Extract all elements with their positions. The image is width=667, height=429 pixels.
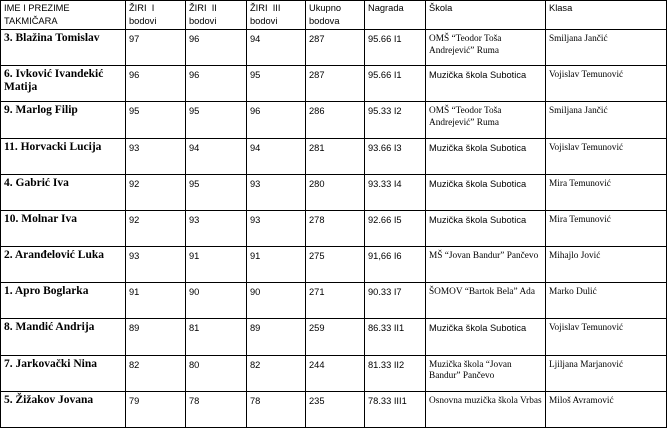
jury-3-score-cell (247, 355, 306, 391)
jury-2-score: 96 (189, 70, 200, 81)
award: 91,66 I6 (368, 251, 402, 262)
jury-2-score: 80 (189, 359, 200, 370)
total-score: 287 (309, 34, 325, 44)
jury-1-score: 92 (129, 214, 140, 225)
total-score-cell (306, 30, 365, 66)
competitor-name-cell (1, 210, 126, 246)
award-cell (365, 319, 426, 355)
jury-3-score-cell (247, 174, 306, 210)
jury-3-score: 78 (250, 395, 261, 406)
jury-3-score: 93 (250, 178, 261, 189)
competitor-name: 6. Ivković Ivandekić Matija (4, 68, 104, 94)
jury-1-score: 96 (129, 70, 140, 81)
school: MŠ “Jovan Bandur” Pančevo (429, 251, 539, 262)
jury-3-score: 90 (250, 287, 261, 298)
award: 90.33 I7 (368, 287, 402, 298)
jury-3-score-cell (247, 138, 306, 174)
jury-1-score-cell (126, 355, 186, 391)
klasa-cell (546, 319, 667, 355)
total-score: 235 (309, 395, 325, 406)
klasa-cell (546, 174, 667, 210)
school-cell (426, 30, 546, 66)
award: 81.33 II2 (368, 359, 405, 370)
jury-2-score: 78 (189, 395, 200, 406)
klasa-cell (546, 210, 667, 246)
award: 93.33 I4 (368, 178, 402, 189)
jury-1-score: 89 (129, 323, 140, 334)
award-cell (365, 66, 426, 102)
total-score: 280 (309, 178, 325, 189)
klasa: Smiljana Jančić (549, 34, 608, 44)
jury-1-score: 82 (129, 359, 140, 370)
school-cell (426, 319, 546, 355)
total-score-cell (306, 102, 365, 138)
klasa: Smiljana Jančić (549, 106, 608, 117)
klasa-cell (546, 247, 667, 283)
school-cell (426, 174, 546, 210)
klasa: Vojislav Temunović (549, 323, 624, 334)
award: 95.33 I2 (368, 106, 402, 117)
klasa: Ljiljana Marjanović (549, 359, 624, 370)
table-row (1, 319, 667, 355)
jury-1-score-cell (126, 391, 186, 427)
jury-1-score: 95 (129, 106, 140, 117)
klasa-cell (546, 355, 667, 391)
jury-2-score-cell (186, 247, 247, 283)
klasa-cell (546, 102, 667, 138)
total-score-cell (306, 210, 365, 246)
jury-2-score-cell (186, 102, 247, 138)
jury-3-score-cell (247, 247, 306, 283)
award: 95.66 I1 (368, 34, 402, 44)
competitor-name-cell (1, 66, 126, 102)
competitor-name: 7. Jarkovački Nina (4, 357, 97, 370)
school: Muzička škola Subotica (429, 178, 527, 189)
jury-1-score-cell (126, 66, 186, 102)
school-cell (426, 138, 546, 174)
competitor-name: 2. Aranđelović Luka (4, 249, 105, 262)
competitor-name-cell (1, 247, 126, 283)
header-klasa: Klasa (546, 1, 667, 30)
jury-1-score-cell (126, 30, 186, 66)
table-row (1, 138, 667, 174)
jury-1-score-cell (126, 247, 186, 283)
school-cell (426, 391, 546, 427)
school-cell (426, 283, 546, 319)
jury-3-score: 93 (250, 214, 261, 225)
total-score: 287 (309, 70, 325, 81)
award: 92.66 I5 (368, 214, 402, 225)
total-score-cell (306, 247, 365, 283)
competitor-name: 10. Molnar Iva (4, 212, 77, 225)
total-score-cell (306, 174, 365, 210)
jury-1-score-cell (126, 174, 186, 210)
jury-3-score-cell (247, 283, 306, 319)
jury-1-score-cell (126, 210, 186, 246)
jury-2-score: 94 (189, 142, 200, 153)
header-jury-1: ŽIRI I bodovi (126, 1, 186, 30)
competitor-name-cell (1, 30, 126, 66)
jury-2-score: 93 (189, 214, 200, 225)
competitor-name: 8. Mandić Andrija (4, 321, 95, 334)
klasa: Vojislav Temunović (549, 70, 624, 81)
school: Muzička škola Subotica (429, 214, 527, 225)
klasa-cell (546, 66, 667, 102)
jury-2-score: 90 (189, 287, 200, 298)
table-row (1, 247, 667, 283)
header-jury-3: ŽIRI III bodovi (247, 1, 306, 30)
table-row (1, 283, 667, 319)
school-cell (426, 355, 546, 391)
award-cell (365, 355, 426, 391)
jury-2-score: 95 (189, 178, 200, 189)
school-cell (426, 247, 546, 283)
school: Muzička škola Subotica (429, 142, 527, 153)
table-row (1, 391, 667, 427)
jury-2-score-cell (186, 138, 247, 174)
jury-2-score: 95 (189, 106, 200, 117)
award-cell (365, 102, 426, 138)
jury-3-score: 91 (250, 251, 261, 262)
jury-3-score: 95 (250, 70, 261, 81)
jury-2-score: 81 (189, 323, 200, 334)
total-score: 278 (309, 214, 325, 225)
jury-1-score: 91 (129, 287, 140, 298)
school: Muzička škola Subotica (429, 70, 527, 81)
competitor-name-cell (1, 138, 126, 174)
jury-1-score-cell (126, 319, 186, 355)
total-score: 259 (309, 323, 325, 334)
jury-3-score: 94 (250, 142, 261, 153)
klasa-cell (546, 30, 667, 66)
award: 86.33 II1 (368, 323, 405, 334)
school: Osnovna muzička škola Vrbas (429, 395, 542, 406)
total-score-cell (306, 283, 365, 319)
total-score: 281 (309, 142, 325, 153)
award-cell (365, 174, 426, 210)
total-score: 286 (309, 106, 325, 117)
total-score-cell (306, 138, 365, 174)
jury-3-score: 94 (250, 34, 261, 44)
award: 95.66 I1 (368, 70, 402, 81)
total-score-cell (306, 319, 365, 355)
competitor-name: 4. Gabrić Iva (4, 176, 69, 189)
jury-2-score-cell (186, 319, 247, 355)
competitor-name-cell (1, 102, 126, 138)
award-cell (365, 210, 426, 246)
header-school: Škola (426, 1, 546, 30)
jury-2-score: 91 (189, 251, 200, 262)
competitor-name: 11. Horvacki Lucija (4, 140, 102, 153)
school-cell (426, 210, 546, 246)
table-row (1, 174, 667, 210)
header-row (1, 1, 667, 30)
award-cell (365, 391, 426, 427)
competitor-name: 1. Apro Boglarka (4, 285, 89, 298)
jury-3-score: 82 (250, 359, 261, 370)
jury-1-score: 93 (129, 251, 140, 262)
school: ŠOMOV “Bartok Bela” Ada (429, 287, 535, 298)
jury-2-score-cell (186, 210, 247, 246)
jury-1-score: 79 (129, 395, 140, 406)
total-score-cell (306, 66, 365, 102)
header-award: Nagrada (365, 1, 426, 30)
klasa: Mihajlo Jović (549, 251, 601, 262)
total-score: 275 (309, 251, 325, 262)
jury-1-score: 92 (129, 178, 140, 189)
school: OMŠ “Teodor Toša Andrejević” Ruma (429, 106, 502, 128)
jury-2-score-cell (186, 355, 247, 391)
total-score-cell (306, 391, 365, 427)
school: Muzička škola “Jovan Bandur” Pančevo (429, 359, 512, 382)
table-row (1, 210, 667, 246)
table-row (1, 66, 667, 102)
header-total: Ukupno bodova (306, 1, 365, 30)
klasa-cell (546, 138, 667, 174)
jury-2-score-cell (186, 66, 247, 102)
jury-1-score-cell (126, 102, 186, 138)
jury-3-score-cell (247, 30, 306, 66)
award-cell (365, 30, 426, 66)
klasa-cell (546, 283, 667, 319)
school: Muzička škola Subotica (429, 323, 527, 334)
jury-2-score-cell (186, 391, 247, 427)
award: 78.33 III1 (368, 395, 407, 406)
jury-2-score: 96 (189, 34, 200, 44)
school-cell (426, 66, 546, 102)
jury-2-score-cell (186, 30, 247, 66)
school-cell (426, 102, 546, 138)
jury-2-score-cell (186, 283, 247, 319)
total-score-cell (306, 355, 365, 391)
award-cell (365, 138, 426, 174)
award-cell (365, 247, 426, 283)
jury-3-score-cell (247, 210, 306, 246)
table-row (1, 355, 667, 391)
competitor-name-cell (1, 355, 126, 391)
klasa-cell (546, 391, 667, 427)
competitor-name: 9. Marlog Filip (4, 104, 78, 117)
jury-3-score: 96 (250, 106, 261, 117)
klasa: Vojislav Temunović (549, 142, 624, 153)
jury-1-score-cell (126, 138, 186, 174)
jury-1-score: 93 (129, 142, 140, 153)
jury-1-score: 97 (129, 34, 140, 44)
jury-3-score-cell (247, 102, 306, 138)
competitor-name-cell (1, 283, 126, 319)
award: 93.66 I3 (368, 142, 402, 153)
competitor-name-cell (1, 174, 126, 210)
jury-3-score-cell (247, 66, 306, 102)
klasa: Mira Temunović (549, 214, 611, 225)
header-jury-2: ŽIRI II bodovi (186, 1, 247, 30)
jury-3-score-cell (247, 391, 306, 427)
award-cell (365, 283, 426, 319)
jury-3-score-cell (247, 319, 306, 355)
klasa: Miloš Avramović (549, 395, 614, 406)
header-name: IME I PREZIME TAKMIČARA (1, 1, 126, 30)
competitor-name-cell (1, 319, 126, 355)
total-score: 244 (309, 359, 325, 370)
klasa: Mira Temunović (549, 178, 611, 189)
jury-3-score: 89 (250, 323, 261, 334)
school: OMŠ “Teodor Toša Andrejević” Ruma (429, 34, 502, 56)
competitor-name-cell (1, 391, 126, 427)
jury-2-score-cell (186, 174, 247, 210)
table-row (1, 102, 667, 138)
total-score: 271 (309, 287, 325, 298)
jury-1-score-cell (126, 283, 186, 319)
competitor-name: 5. Žižakov Jovana (4, 393, 94, 406)
table-row (1, 30, 667, 66)
competitor-name: 3. Blažina Tomislav (4, 32, 100, 44)
klasa: Marko Dulić (549, 287, 597, 298)
